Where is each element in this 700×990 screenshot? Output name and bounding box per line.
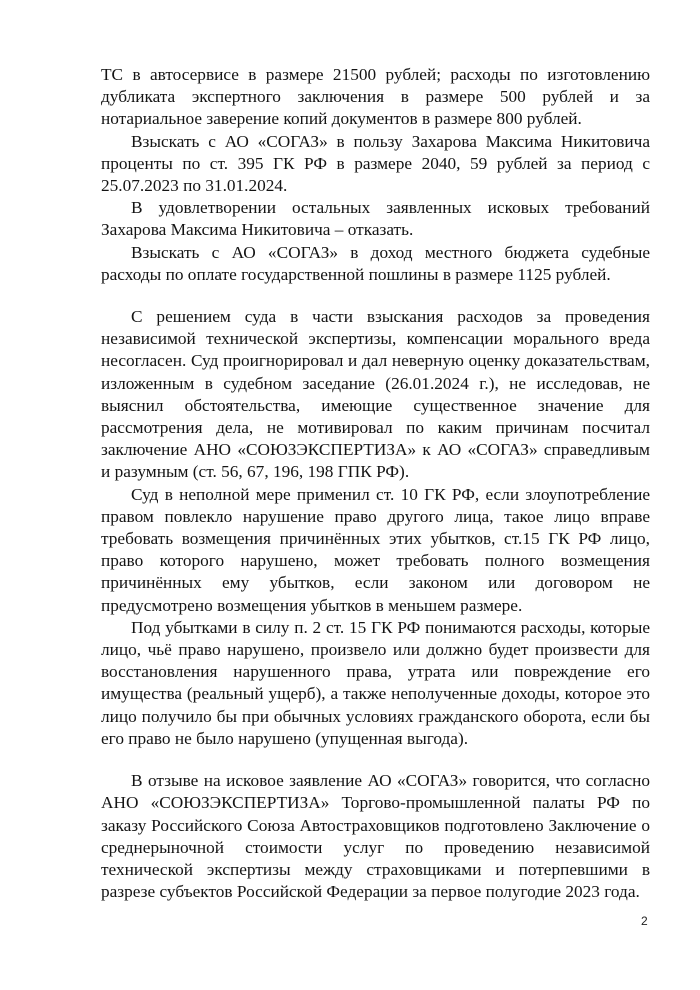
paragraph-claims-rejected: В удовлетворении остальных заявленных исковых требований Захарова Максима Никитовича – отказать. [101, 198, 650, 240]
paragraph-sogaz-response: В отзыве на исковое заявление АО «СОГАЗ» говорится, что согласно АНО «СОЮЗЭКСПЕРТИЗА» Торгово-промышленной палаты РФ по заказу Российского Союза Автостраховщиков подготовлено Заключение о среднерыночной стоимости услуг по проведению независимой технической экспертизы между страховщиками и потерпевшими в разрезе субъектов Российской Федерации за первое полугодие 2023 года. [101, 771, 650, 902]
document-page [101, 64, 650, 903]
paragraph-interest-recovery: Взыскать с АО «СОГАЗ» в пользу Захарова Максима Никитовича проценты по ст. 395 ГК РФ в размере 2040, 59 рублей за период с 25.07.2023 по 31.01.2024. [101, 131, 650, 196]
paragraph-losses-definition: Под убытками в силу п. 2 ст. 15 ГК РФ понимаются расходы, которые лицо, чьё право нарушено, произвело или должно будет произвести для восстановления нарушенного права, утрата или повреждение его имущества (реальный ущерб), а также неполученные доходы, которое это лицо получило бы при обычных условиях гражданского оборота, если бы его право не было нарушено (упущенная выгода). [101, 617, 650, 748]
paragraph-disagreement: С решением суда в части взыскания расходов за проведения независимой технической экспертизы, компенсации морального вреда несогласен. Суд проигнорировал и дал неверную оценку доказательствам, изложенным в судебном заседание (26.01.2024 г.), не исследовав, не выяснил обстоятельства, имеющие существенное значение для рассмотрения дела, не мотивировал по каким причинам посчитал заключение АНО «СОЮЗЭКСПЕРТИЗА» к АО «СОГАЗ» справедливым и разумным (ст. 56, 67, 196, 198 ГПК РФ). [101, 307, 650, 482]
page-number: 2 [641, 914, 648, 928]
paragraph-expenses-continuation: ТС в автосервисе в размере 21500 рублей; расходы по изготовлению дубликата экспертного заключения в размере 500 рублей и за нотариальное заверение копий документов в размере 800 рублей. [101, 65, 650, 129]
paragraph-state-duty: Взыскать с АО «СОГАЗ» в доход местного бюджета судебные расходы по оплате государственной пошлины в размере 1125 рублей. [101, 242, 650, 284]
paragraph-article-10: Суд в неполной мере применил ст. 10 ГК РФ, если злоупотребление правом повлекло нарушение право другого лица, такое лицо вправе требовать возмещения причинённых этих убытков, ст.15 ГК РФ лицо, право которого нарушено, может требовать полного возмещения причинённых ему убытков, если законом или договором не предусмотрено возмещения убытков в меньшем размере. [101, 484, 650, 615]
